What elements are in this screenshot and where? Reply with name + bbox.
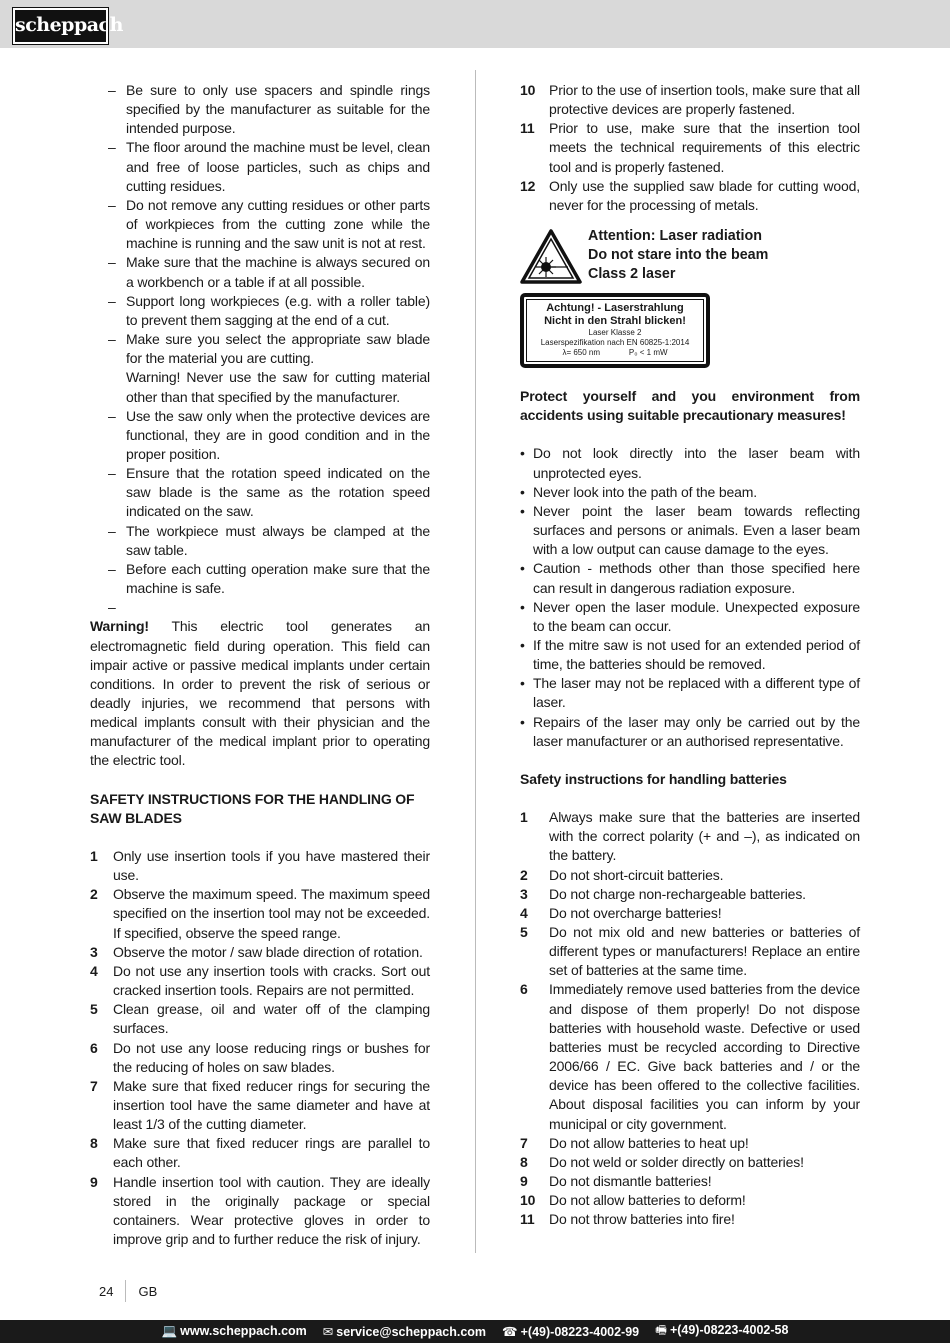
laser-line-2: Do not stare into the beam xyxy=(588,247,769,264)
list-marker: 6 xyxy=(90,1039,98,1056)
fax-icon: 🖷 xyxy=(655,1323,667,1337)
laser-label xyxy=(520,293,710,368)
list-item-text: Never open the laser module. Unexpected exposure to the beam can occur. xyxy=(533,598,860,634)
list-marker: – xyxy=(108,522,116,539)
page-language: GB xyxy=(138,1283,158,1299)
label-line-1: Achtung! - Laserstrahlung xyxy=(546,302,684,315)
list-marker: 10 xyxy=(520,82,536,98)
list-item-text: Warning! Never use the saw for cutting material other than that specified by the manufacturer. xyxy=(126,369,430,405)
list-item-text: Observe the motor / saw blade direction of rotation. xyxy=(113,943,423,960)
list-item xyxy=(90,1173,430,1250)
fax-text: +(49)-08223-4002-58 xyxy=(669,1323,789,1337)
label-line-2: Nicht in den Strahl blicken! xyxy=(544,315,686,328)
list-item-text: Use the saw only when the protective devices are functional, they are in good condition and in the proper position. xyxy=(126,407,430,462)
list-item-text: Do not remove any cutting residues or other parts of workpieces from the cutting zone while the machine is running and the saw unit is not at rest. xyxy=(126,196,430,252)
list-marker: 2 xyxy=(520,866,528,883)
list-item-text: Before each cutting operation make sure that the machine is safe. xyxy=(126,560,430,597)
list-item xyxy=(90,81,430,138)
warning-text: This electric tool generates an electromagnetic field during operation. This field can impair active or passive medical implants under certain conditions. In order to prevent the risk of serious or deadly injuries, we recommend that persons with medical implants consult with their physician and the manufacturer of the medical implant prior to operating the electric tool. xyxy=(90,618,430,769)
list-item-text: Always make sure that the batteries are inserted with the correct polarity (+ and –), as indicated on the battery. xyxy=(549,809,860,864)
list-item-text: Repairs of the laser may only be carried out by the laser manufacturer or an authorised representative. xyxy=(533,713,860,749)
list-item xyxy=(90,407,430,464)
list-item-text: Do not use any insertion tools with cracks. Sort out cracked insertion tools. Repairs are not permitted. xyxy=(113,962,430,999)
list-item-text: If the mitre saw is not used for an extended period of time, the batteries should be removed. xyxy=(533,636,860,673)
insertion-tool-list xyxy=(520,81,860,215)
email-text: service@scheppach.com xyxy=(336,1325,487,1339)
list-item xyxy=(520,1134,860,1153)
list-item xyxy=(90,253,430,291)
label-line-4: Laserspezifikation nach EN 60825-1:2014 xyxy=(540,338,690,348)
list-marker: • xyxy=(520,713,525,730)
list-item xyxy=(90,943,430,962)
list-item xyxy=(90,464,430,521)
list-marker: 3 xyxy=(90,943,98,960)
list-item xyxy=(520,713,860,751)
laser-bullet-list xyxy=(520,444,860,751)
list-item xyxy=(520,866,860,885)
list-item xyxy=(90,885,430,942)
list-marker: 5 xyxy=(520,924,528,940)
list-item-text: Ensure that the rotation speed indicated on the saw blade is the same as the rotation speed indicated on the saw. xyxy=(126,465,430,520)
list-item xyxy=(520,81,860,119)
list-item xyxy=(90,847,430,885)
list-item xyxy=(520,1191,860,1210)
list-item xyxy=(520,444,860,482)
list-item-text: Prior to use, make sure that the insertion tool meets the technical requirements of this electric tool and is properly fastened. xyxy=(549,120,860,175)
list-item-text: Make sure that fixed reducer rings for securing the insertion tool have the same diameter and have at least 1/3 of the cutting diameter. xyxy=(113,1077,430,1133)
list-item xyxy=(520,1172,860,1191)
list-item xyxy=(520,636,860,674)
list-item xyxy=(90,560,430,598)
list-item-text: Be sure to only use spacers and spindle rings specified by the manufacturer as suitable for the intended purpose. xyxy=(126,82,430,137)
list-item xyxy=(90,368,430,406)
list-item-text: Immediately remove used batteries from the device and dispose of them properly! Do not dispose batteries with household waste. Defective or used batteries must be recycled according to Directive 2006/66 / EC. Give back batteries and / or the device has been offered to the collective facilities. About disposal facilities you can inform by your municipal or city government. xyxy=(549,981,860,1132)
mail-icon: ✉ xyxy=(322,1325,334,1339)
list-item xyxy=(90,330,430,368)
list-item-text: Do not mix old and new batteries or batteries of different types or manufacturers! Replace an entire set of batteries at the same time. xyxy=(549,924,860,979)
list-marker: 9 xyxy=(520,1173,528,1190)
list-item-text: Do not throw batteries into fire! xyxy=(549,1211,735,1228)
list-item xyxy=(520,1210,860,1229)
list-item xyxy=(90,196,430,253)
safety-dash-list xyxy=(90,81,430,617)
list-item xyxy=(90,1077,430,1134)
list-item-text: Support long workpieces (e.g. with a roller table) to prevent them sagging at the end of a cut. xyxy=(126,292,430,328)
list-item-text: Never look into the path of the beam. xyxy=(533,483,758,500)
list-marker: • xyxy=(520,483,525,500)
list-marker: 8 xyxy=(90,1135,98,1152)
list-item xyxy=(520,1153,860,1172)
list-marker: 12 xyxy=(520,177,536,194)
list-marker: – xyxy=(108,331,116,348)
list-item xyxy=(520,980,860,1133)
page-number xyxy=(99,1280,157,1302)
list-marker: – xyxy=(108,139,116,156)
list-item xyxy=(520,923,860,980)
list-marker: 4 xyxy=(520,904,528,921)
list-item-text xyxy=(126,599,130,615)
warning-label: Warning! xyxy=(90,618,149,635)
list-item xyxy=(520,177,860,215)
list-marker: 11 xyxy=(520,120,535,137)
list-marker: • xyxy=(520,560,525,577)
list-item-text: Do not look directly into the laser beam with unprotected eyes. xyxy=(533,445,860,481)
column-divider xyxy=(475,70,476,1253)
list-marker: – xyxy=(108,599,116,616)
battery-heading: Safety instructions for handling batteries xyxy=(520,770,787,787)
list-item xyxy=(90,1134,430,1172)
web-text: www.scheppach.com xyxy=(180,1324,307,1338)
battery-list xyxy=(520,808,860,1229)
list-item-text: Do not dismantle batteries! xyxy=(549,1173,712,1190)
laser-hazard-icon xyxy=(520,229,582,285)
list-marker: – xyxy=(108,407,116,424)
scheppach-logo: scheppach xyxy=(13,8,108,44)
list-item xyxy=(520,502,860,559)
footer-email[interactable] xyxy=(323,1324,486,1339)
list-item xyxy=(90,1000,430,1038)
list-marker: – xyxy=(108,196,116,213)
list-item xyxy=(520,598,860,636)
list-marker: • xyxy=(520,598,525,615)
list-marker: 6 xyxy=(520,981,528,998)
list-item-text: Do not use any loose reducing rings or bushes for the reducing of holes on saw blades. xyxy=(113,1039,430,1075)
list-item-text: Never point the laser beam towards reflecting surfaces and persons or animals. Even a laser beam with a low output can cause damage to the eyes. xyxy=(533,502,860,558)
list-marker: 10 xyxy=(520,1192,536,1209)
list-item-text: Make sure you select the appropriate saw blade for the material you are cutting. xyxy=(126,331,430,367)
phone-icon: ☎ xyxy=(502,1325,518,1339)
list-item xyxy=(520,674,860,712)
list-item-text: Do not overcharge batteries! xyxy=(549,904,722,921)
footer-web[interactable] xyxy=(162,1324,307,1339)
list-item-text: Make sure that fixed reducer rings are parallel to each other. xyxy=(113,1135,430,1171)
computer-icon: 💻 xyxy=(161,1324,178,1338)
list-item xyxy=(90,598,430,617)
list-item-text: Caution - methods other than those specified here can result in dangerous radiation exposure. xyxy=(533,560,860,596)
label-power: P₀ < 1 mW xyxy=(628,348,668,358)
list-marker: 9 xyxy=(90,1173,98,1190)
list-item xyxy=(520,885,860,904)
list-item-text: The workpiece must always be clamped at the saw table. xyxy=(126,522,430,558)
list-marker: – xyxy=(108,254,116,271)
list-item-text: Prior to the use of insertion tools, make sure that all protective devices are properly fastened. xyxy=(549,82,860,118)
list-marker: – xyxy=(108,560,116,577)
header-bar xyxy=(0,0,950,48)
list-marker: 5 xyxy=(90,1001,98,1018)
list-item xyxy=(90,138,430,195)
laser-attention-text xyxy=(588,227,768,284)
list-marker: • xyxy=(520,636,525,653)
list-marker: 2 xyxy=(90,886,98,903)
footer-fax xyxy=(655,1321,788,1342)
list-item xyxy=(520,559,860,597)
list-marker: 7 xyxy=(90,1077,98,1094)
list-item-text: Make sure that the machine is always secured on a workbench or a table if at all possible. xyxy=(126,254,430,290)
list-item xyxy=(520,808,860,865)
laser-warning xyxy=(520,215,860,387)
list-marker: – xyxy=(108,82,116,98)
saw-blade-list xyxy=(90,847,430,1249)
list-item xyxy=(90,292,430,330)
list-item xyxy=(520,119,860,176)
list-marker: 1 xyxy=(90,847,98,864)
list-item-text: Observe the maximum speed. The maximum speed specified on the insertion tool may not be exceeded. If specified, observe the speed range. xyxy=(113,886,430,941)
list-item xyxy=(520,483,860,502)
list-item-text: Only use the supplied saw blade for cutting wood, never for the processing of metals. xyxy=(549,177,860,213)
page-number-value: 24 xyxy=(99,1283,114,1299)
saw-blade-heading: SAFETY INSTRUCTIONS FOR THE HANDLING OF SAW BLADES xyxy=(90,790,415,826)
list-marker: – xyxy=(108,292,116,309)
list-item-text: Do not weld or solder directly on batteries! xyxy=(549,1153,804,1170)
right-column xyxy=(520,81,860,1230)
footer-phone xyxy=(502,1324,639,1339)
list-item-text: Do not charge non-rechargeable batteries. xyxy=(549,885,806,902)
list-marker: 8 xyxy=(520,1153,528,1170)
list-marker: 1 xyxy=(520,809,528,826)
list-item xyxy=(520,904,860,923)
list-marker: 4 xyxy=(90,962,98,979)
list-item-text: The laser may not be replaced with a different type of laser. xyxy=(533,675,860,711)
list-item-text: Only use insertion tools if you have mastered their use. xyxy=(113,847,430,884)
list-marker: – xyxy=(108,465,116,482)
list-item-text: The floor around the machine must be level, clean and free of loose particles, such as chips and cutting residues. xyxy=(126,139,430,194)
list-marker: 7 xyxy=(520,1134,528,1151)
list-item xyxy=(90,962,430,1000)
list-item-text: Handle insertion tool with caution. They are ideally stored in the originally package or special containers. Wear protective gloves in order to improve grip and to further reduce the risk of injury. xyxy=(113,1173,430,1248)
list-marker: • xyxy=(520,445,525,462)
phone-text: +(49)-08223-4002-99 xyxy=(520,1325,640,1339)
label-wavelength: λ= 650 nm xyxy=(562,348,601,358)
label-line-3: Laser Klasse 2 xyxy=(588,328,642,338)
list-item-text: Clean grease, oil and water off of the clamping surfaces. xyxy=(113,1001,430,1037)
left-column xyxy=(90,81,430,1249)
list-item-text: Do not allow batteries to deform! xyxy=(549,1192,746,1209)
protect-heading: Protect yourself and you environment from accidents using suitable precautionary measures! xyxy=(520,388,860,424)
laser-line-1: Attention: Laser radiation xyxy=(588,228,762,245)
list-marker: 11 xyxy=(520,1211,535,1228)
list-item-text: Do not short-circuit batteries. xyxy=(549,866,724,883)
list-item-text: Do not allow batteries to heat up! xyxy=(549,1134,749,1151)
footer-bar xyxy=(0,1320,950,1343)
list-marker: 3 xyxy=(520,885,528,902)
list-marker: • xyxy=(520,502,525,519)
laser-line-3: Class 2 laser xyxy=(588,266,676,283)
list-marker: • xyxy=(520,675,525,692)
emf-warning xyxy=(90,617,430,770)
list-item xyxy=(90,522,430,560)
list-item xyxy=(90,1039,430,1077)
